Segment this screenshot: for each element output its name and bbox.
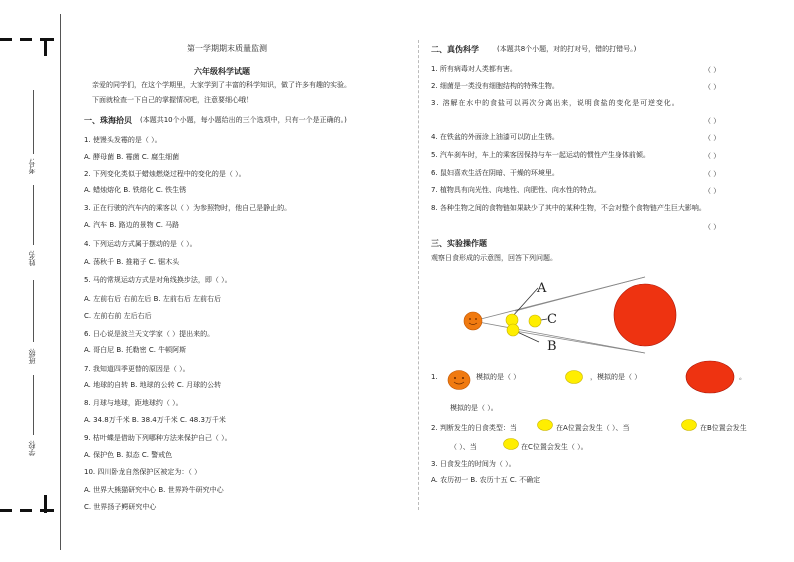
question-line: 3. 正在行驶的汽车内的乘客以（ ）为参照物时，他自己是静止的。 <box>84 204 292 212</box>
option-line: 7. 我知道四季更替的原因是（ ）。 <box>84 365 190 373</box>
moon-icon <box>564 369 584 385</box>
answer-blank[interactable]: （ ） <box>704 134 721 142</box>
binding-line <box>44 38 47 56</box>
kaohao-label: 考号: <box>28 158 36 175</box>
answer-blank[interactable]: （ ） <box>704 223 721 231</box>
answer-blank[interactable]: （ ） <box>704 170 721 178</box>
paper-title: 六年级科学试题 <box>194 67 250 76</box>
binding-line <box>44 495 47 513</box>
s3-q2-pos-a: 在A位置会发生（ ）、当 <box>556 424 630 432</box>
option-line: C. 世界扬子鳄研究中心 <box>84 503 157 511</box>
tf-item: 8. 各种生物之间的食物链如果缺少了其中的某种生物，不会对整个食物链产生巨大影响。 <box>431 204 706 212</box>
option-line: 9. 枯叶蝶是借助下列哪种方法来保护自己（ ）。 <box>84 434 232 442</box>
xuexiao-field[interactable] <box>33 375 34 435</box>
intro-line-2: 下面就检查一下自己的掌握情况吧，注意要细心哦！ <box>92 96 253 104</box>
s3-q1-moon: ，模拟的是（ ） <box>590 373 642 381</box>
kaohao-field[interactable] <box>33 90 34 154</box>
answer-blank[interactable]: （ ） <box>704 152 721 160</box>
option-line: A. 蜡烛熔化 B. 铁熔化 C. 铁生锈 <box>84 186 187 194</box>
question-line: 4. 下列运动方式属于摆动的是（ ）。 <box>84 240 197 248</box>
xuexiao-label: 学校: <box>28 440 36 457</box>
option-line: A. 34.8万千米 B. 38.4万千米 C. 48.3万千米 <box>84 416 226 424</box>
answer-blank[interactable]: （ ） <box>704 66 721 74</box>
s3-q1-end: 。 <box>739 373 746 381</box>
s3-q2-cont: （ ）、当 <box>450 443 477 451</box>
tf-item: 6. 鼠妇喜欢生活在阴暗、干燥的环境里。 <box>431 169 559 177</box>
earth-icon <box>464 312 482 330</box>
label-b: B <box>547 339 557 354</box>
section3-title: 三、实验操作题 <box>431 239 487 248</box>
tf-item: 5. 汽车刹车时，车上的乘客因保持与车一起运动的惯性产生身体前倾。 <box>431 151 650 159</box>
eclipse-diagram <box>455 275 745 360</box>
option-line: A. 世界大熊猫研究中心 B. 世界羚牛研究中心 <box>84 486 224 494</box>
option-line: A. 保护色 B. 拟态 C. 警戒色 <box>84 451 173 459</box>
s3-q2-pos-c: 在C位置会发生（ ）。 <box>521 443 588 451</box>
section1-note: (本题共10个小题，每小题给出的三个选项中，只有一个是正确的。) <box>140 116 347 124</box>
s3-q1-earth: 模拟的是（ ） <box>476 373 521 381</box>
option-line: 6. 日心说是波兰天文学家（ ）提出来的。 <box>84 330 215 338</box>
question-line: 2. 下列变化类似于蜡烛燃烧过程中的变化的是（ ）。 <box>84 170 246 178</box>
label-a: A <box>537 281 547 296</box>
moon-icon <box>507 324 519 336</box>
option-line: 10. 四川卧龙自然保护区被定为：（ ） <box>84 468 202 476</box>
tf-item: 2. 细菌是一类没有细胞结构的特殊生物。 <box>431 82 559 90</box>
margin-line <box>60 14 61 550</box>
s3-q2-start: 2. 判断发生的日食类型：当 <box>431 424 517 432</box>
s3-q3: 3. 日食发生的时间为（ ）。 <box>431 460 516 468</box>
section3-intro: 观察日食形成的示意图，回答下列问题。 <box>431 254 557 262</box>
xingming-label: 姓名: <box>28 250 36 267</box>
binding-dash <box>40 509 54 512</box>
binding-dash <box>20 38 32 41</box>
binding-dash <box>0 509 12 512</box>
option-line: A. 左前右后 右前左后 B. 左前右后 左前右后 <box>84 295 222 303</box>
intro-line-1: 亲爱的同学们，在这个学期里，大家学到了丰富的科学知识，做了许多有趣的实验。 <box>92 81 351 89</box>
sun-icon <box>684 360 736 394</box>
s3-q2-pos-b: 在B位置会发生 <box>700 424 747 432</box>
xingming-field[interactable] <box>33 185 34 245</box>
exam-title: 第一学期期末质量监测 <box>187 44 267 53</box>
question-line: 1. 使馒头发霉的是（ ）。 <box>84 136 162 144</box>
section2-title: 二、真伪科学 <box>431 45 479 54</box>
moon-icon <box>680 418 698 432</box>
section1-title: 一、珠海拾贝 <box>84 116 132 125</box>
option-line: A. 汽车 B. 路边的景物 C. 马路 <box>84 221 180 229</box>
moon-icon <box>536 418 554 432</box>
option-line: A. 荡秋千 B. 推箱子 C. 锯木头 <box>84 258 180 266</box>
tf-item: 1. 所有病毒对人类都有害。 <box>431 65 517 73</box>
answer-blank[interactable]: （ ） <box>704 83 721 91</box>
column-divider <box>418 40 419 510</box>
tf-item: 3. 溶解在水中的食盐可以再次分离出来，说明食盐的变化是可逆变化。 <box>431 99 680 107</box>
option-line: C. 左前右前 左后右后 <box>84 312 152 320</box>
s3-q1-num: 1. <box>431 373 438 381</box>
moon-icon <box>529 315 541 327</box>
answer-blank[interactable]: （ ） <box>704 187 721 195</box>
s3-q1-sun: 模拟的是（ ）。 <box>450 404 498 412</box>
tf-item: 7. 植物具有向光性、向地性、向肥性、向水性的特点。 <box>431 186 601 194</box>
label-c: C <box>547 312 557 327</box>
banji-field[interactable] <box>33 280 34 342</box>
binding-dash <box>20 509 32 512</box>
question-line: 5. 马的常规运动方式是对角线换步法，即（ ）。 <box>84 276 232 284</box>
banji-label: 班级: <box>28 348 36 365</box>
s3-q3-options: A. 农历初一 B. 农历十五 C. 不确定 <box>431 476 541 484</box>
tf-item: 4. 在铁盆的外面涂上油漆可以防止生锈。 <box>431 133 559 141</box>
answer-blank[interactable]: （ ） <box>704 117 721 125</box>
option-line: A. 哥白尼 B. 托勒密 C. 牛顿阿斯 <box>84 346 187 354</box>
option-line: 8. 月球与地球，距地球约（ ）。 <box>84 399 183 407</box>
sun-icon <box>614 284 676 346</box>
binding-dash <box>0 38 12 41</box>
moon-icon <box>502 437 520 451</box>
binding-dash <box>40 38 54 41</box>
option-line: A. 酵母菌 B. 霉菌 C. 腐生细菌 <box>84 153 180 161</box>
section2-note: (本题共8个小题，对的打对号，错的打错号。) <box>497 45 637 53</box>
option-line: A. 地球的自转 B. 地球的公转 C. 月球的公转 <box>84 381 222 389</box>
earth-icon <box>446 369 472 391</box>
